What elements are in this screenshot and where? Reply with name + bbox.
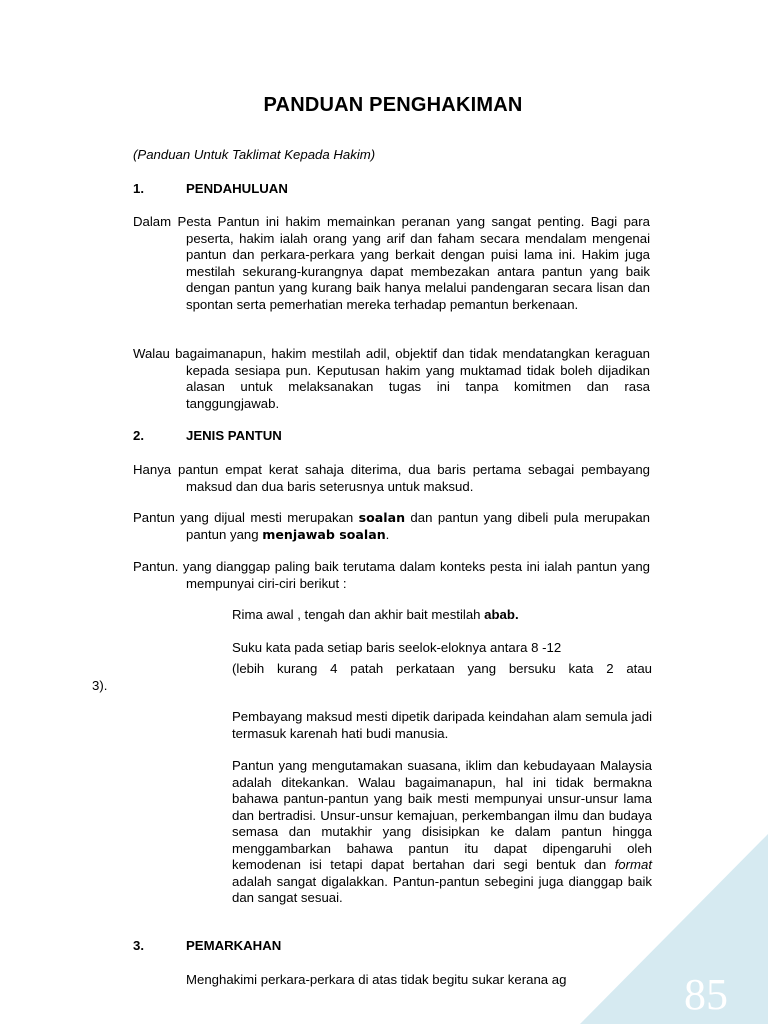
criterion-suku-kata-note: (lebih kurang 4 patah perkataan yang bersuku kata 2 atau xyxy=(232,661,652,676)
paragraph-jenis-pantun-2 xyxy=(133,510,650,543)
criterion-rima xyxy=(232,607,519,624)
section-3-number: 3. xyxy=(133,938,144,953)
emphasis-menjawab-soalan: menjawab soalan xyxy=(262,526,386,542)
paragraph-text: . xyxy=(385,526,390,542)
document-title: PANDUAN PENGHAKIMAN xyxy=(263,94,523,116)
section-2-heading: JENIS PANTUN xyxy=(186,428,282,443)
criterion-text: Rima awal , tengah dan akhir bait mestilah xyxy=(232,607,485,622)
emphasis-format: format xyxy=(614,857,652,872)
section-3-heading: PEMARKAHAN xyxy=(186,938,282,953)
paragraph-jenis-pantun-3: Pantun. yang dianggap paling baik terutama dalam konteks pesta ini ialah pantun yang mempunyai ciri-ciri berikut : xyxy=(133,559,650,591)
paragraph-pendahuluan-1: Dalam Pesta Pantun ini hakim memainkan peranan yang sangat penting. Bagi para peserta, hakim ialah orang yang arif dan faham secara mendalam mengenai pantun dan perkara-perkara yang berkait dengan puisi lama ini. Hakim juga mestilah sekurang-kurangnya dapat membezakan antara pantun yang baik dengan pantun yang kurang baik hanya melalui pandengaran secara lisan dan spontan serta pemerhatian mereka terhadap pemantun berkenaan. xyxy=(133,214,650,312)
paragraph-pemarkahan: Menghakimi perkara-perkara di atas tidak begitu sukar kerana ag xyxy=(186,972,567,987)
section-2-number: 2. xyxy=(133,428,144,443)
emphasis-abab: abab. xyxy=(484,607,519,622)
criterion-suku-kata-note-end: 3). xyxy=(92,678,108,693)
page-number: 85 xyxy=(684,970,728,1019)
criterion-text: Pantun yang mengutamakan suasana, iklim dan kebudayaan Malaysia adalah ditekankan. Walau bagaimanapun, hal ini tidak bermakna bahawa pantun-pantun yang baik mesti mempunyai unsur-unsur lama dan bertradisi. Unsur-unsur kemajuan, perkembangan ilmu dan budaya semasa dan mutakhir yang disisipkan ke dalam pantun hingga menggambarkan bahawa pantun itu dapat dipengaruhi oleh kemodenan isi tetapi dapat bertahan dari segi bentuk dan xyxy=(232,758,652,872)
section-1-number: 1. xyxy=(133,181,144,196)
paragraph-text: Pantun yang dijual mesti merupakan xyxy=(133,510,359,525)
criterion-suku-kata: Suku kata pada setiap baris seelok-eloknya antara 8 -12 xyxy=(232,640,562,655)
section-1-heading: PENDAHULUAN xyxy=(186,181,288,196)
page-corner-decoration xyxy=(580,834,768,1024)
criterion-pembayang: Pembayang maksud mesti dipetik daripada keindahan alam semula jadi termasuk karenah hati budi manusia. xyxy=(232,709,652,741)
paragraph-jenis-pantun-1: Hanya pantun empat kerat sahaja diterima, dua baris pertama sebagai pembayang maksud dan dua baris seterusnya untuk maksud. xyxy=(133,462,650,494)
paragraph-text: dan pantun yang dibeli pula merupakan pantun yang xyxy=(186,510,650,542)
criterion-text: adalah sangat digalakkan. Pantun-pantun sebegini juga dianggap baik dan sangat sesuai. xyxy=(232,873,652,905)
emphasis-soalan: soalan xyxy=(358,510,406,525)
paragraph-pendahuluan-2: Walau bagaimanapun, hakim mestilah adil, objektif dan tidak mendatangkan keraguan kepada sesiapa pun. Keputusan hakim yang muktamad tidak boleh dijadikan alasan untuk melaksanakan tugas ini tanpa komitmen dan rasa tanggungjawab. xyxy=(133,346,650,411)
document-subtitle: (Panduan Untuk Taklimat Kepada Hakim) xyxy=(133,147,376,162)
